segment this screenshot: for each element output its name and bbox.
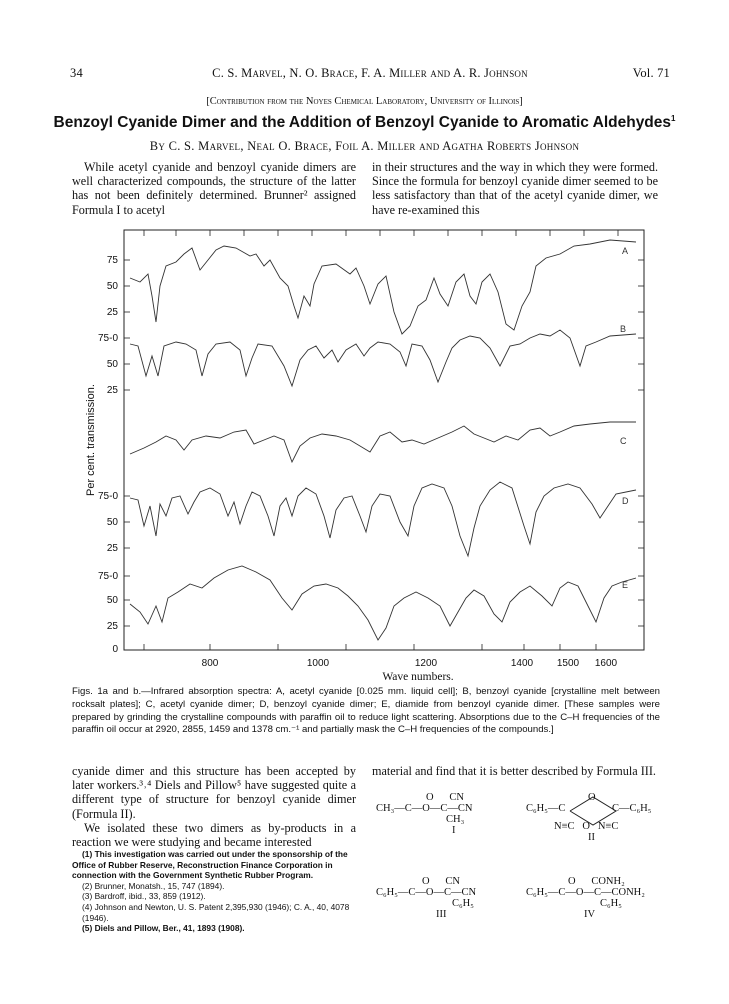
- curve-label-c: C: [620, 436, 627, 446]
- footnote-3: (3) Bardroff, ibid., 33, 859 (1912).: [82, 891, 206, 902]
- ytick-d-50: 50: [106, 517, 118, 528]
- figure-caption: Figs. 1a and b.—Infrared absorption spectra: A, acetyl cyanide [0.025 mm. liquid cell]; B, benzoyl cyanide [crystalline melt between rocksalt plates]; C, acetyl cyanide dimer; D, benzoyl cyanide dimer; E, diamide from benzoyl cyanide dimer. [These samples were prepared by grinding the crystalline compounds with paraffin oil to reduce light scattering. Absorptions due to the C–H frequencies of the paraffin oil occur at 2920, 2855, 1459 and 1378 cm.⁻¹ and partially mask the C–H frequencies of the compounds.]: [72, 686, 660, 736]
- y-tick-labels: [98, 255, 118, 655]
- curve-labels: [620, 246, 629, 590]
- formula-ii-ring: [568, 795, 618, 829]
- xtick-1000: 1000: [306, 658, 330, 669]
- formula-i: [376, 792, 516, 836]
- curve-label-d: D: [622, 496, 629, 506]
- top-ticks: [144, 230, 618, 236]
- title-text: Benzoyl Cyanide Dimer and the Addition of Benzoyl Cyanide to Aromatic Aldehydes: [53, 114, 672, 131]
- formula-ii-right: C—C₆H₅: [612, 803, 652, 814]
- lower-right-paragraph: material and find that it is better described by Formula III.: [372, 764, 656, 778]
- lower-left-paragraph-2: We isolated these two dimers as by-products in a reaction we were studying and became interested: [72, 820, 356, 850]
- xtick-1500: 1500: [556, 658, 580, 669]
- footnote-2: (2) Brunner, Monatsh., 15, 747 (1894).: [82, 880, 225, 891]
- ytick-a-50: 50: [106, 281, 118, 292]
- xtick-1200: 1200: [414, 658, 438, 669]
- ytick-e-0: 0: [112, 644, 118, 655]
- formula-iv: [526, 876, 676, 920]
- spectrum-b: [130, 330, 636, 386]
- formula-iv-top: O CONH₂: [568, 876, 625, 887]
- ytick-a-75: 75: [106, 255, 118, 266]
- footnotes: [72, 849, 356, 934]
- formula-iii-sub: C₆H₅: [452, 898, 474, 909]
- ytick-b-50: 50: [106, 359, 118, 370]
- formula-i-main: CH₃—C—O—C—CN: [376, 803, 473, 814]
- xtick-1400: 1400: [510, 658, 534, 669]
- ytick-e-75: 75-0: [97, 571, 118, 582]
- intro-right-column: [372, 160, 658, 217]
- curve-label-a: A: [622, 246, 629, 256]
- bottom-ticks: [144, 644, 596, 650]
- curve-label-e: E: [622, 580, 629, 590]
- ytick-b-75: 75-0: [97, 333, 118, 344]
- ytick-d-75: 75-0: [97, 491, 118, 502]
- lower-left-column: [72, 764, 356, 849]
- formula-iv-numeral: IV: [584, 909, 596, 920]
- lower-left-paragraph-1: cyanide dimer and this structure has been accepted by later workers.³˒⁴ Diels and Pillow⁵ have suggested quite a different type of structure for benzoyl cyanide dimer (Formula II).: [72, 764, 356, 821]
- formula-iii: [376, 876, 526, 920]
- formula-ii-top-o: O: [588, 792, 596, 803]
- lower-right-column: [372, 764, 658, 778]
- running-head-authors: C. S. Marvel, N. O. Brace, F. A. Miller and A. R. Johnson: [212, 66, 528, 80]
- x-tick-labels: [202, 658, 618, 669]
- formula-iv-main: C₆H₅—C—O—C—CONH₂: [526, 887, 645, 898]
- formula-ii-numeral: II: [588, 832, 595, 843]
- intro-left-column: [72, 160, 356, 217]
- xtick-800: 800: [201, 658, 219, 669]
- formula-i-top: O CN: [426, 792, 464, 803]
- y-axis-label: Per cent. transmission.: [85, 384, 97, 496]
- curve-label-b: B: [620, 324, 627, 334]
- formula-iv-sub: C₆H₅: [600, 898, 622, 909]
- formula-ii-left: C₆H₅—C: [526, 803, 566, 814]
- plot-frame: [124, 230, 644, 650]
- page-number: 34: [70, 66, 83, 80]
- spectrum-c: [130, 422, 636, 462]
- intro-right-paragraph: in their structures and the way in which they were formed. Since the formula for benzoyl cyanide dimer seemed to be less satisfactory than that of the acetyl cyanide dimer, we have re-examined this: [372, 160, 658, 217]
- spectrum-e: [130, 566, 636, 640]
- footnote-1: (1) This investigation was carried out under the sponsorship of the Office of Rubber Reserve, Reconstruction Finance Corporation in connection with the Government Synthetic Rubber Program.: [72, 849, 348, 881]
- article-title: [0, 114, 729, 132]
- formula-i-sub: CH₃: [446, 814, 465, 825]
- right-ticks: [638, 260, 644, 626]
- ir-spectra-figure: [60, 226, 670, 682]
- ytick-b-25: 25: [106, 385, 118, 396]
- intro-left-paragraph: While acetyl cyanide and benzoyl cyanide dimers are well characterized compounds, the structure of the latter has not been definitely determined. Brunner² assigned Formula I to acetyl: [72, 160, 356, 217]
- ytick-e-25: 25: [106, 621, 118, 632]
- x-axis-label: Wave numbers.: [382, 671, 454, 682]
- formula-i-numeral: I: [452, 825, 456, 836]
- footnote-4: (4) Johnson and Newton, U. S. Patent 2,395,930 (1946); C. A., 40, 4078 (1946).: [82, 901, 350, 923]
- left-ticks: [124, 260, 130, 626]
- ytick-a-25: 25: [106, 307, 118, 318]
- xtick-1600: 1600: [594, 658, 618, 669]
- spectrum-d: [130, 482, 636, 556]
- spectrum-a: [130, 240, 636, 334]
- formula-iii-top: O CN: [422, 876, 460, 887]
- formula-iii-numeral: III: [436, 909, 447, 920]
- contribution-line: [Contribution from the Noyes Chemical Laboratory, University of Illinois]: [206, 96, 523, 107]
- formula-ii-bottom: N≡C O N≡C: [554, 821, 619, 832]
- formula-iii-main: C₆H₅—C—O—C—CN: [376, 887, 477, 898]
- formula-ii: [526, 792, 666, 843]
- structural-formulas: [376, 792, 666, 952]
- footnote-5: (5) Diels and Pillow, Ber., 41, 1893 (1908).: [82, 923, 245, 934]
- ytick-d-25: 25: [106, 543, 118, 554]
- ytick-e-50: 50: [106, 595, 118, 606]
- title-footnote-mark: 1: [671, 113, 676, 123]
- volume-label: Vol. 71: [632, 66, 670, 80]
- byline: By C. S. Marvel, Neal O. Brace, Foil A. Miller and Agatha Roberts Johnson: [149, 139, 580, 153]
